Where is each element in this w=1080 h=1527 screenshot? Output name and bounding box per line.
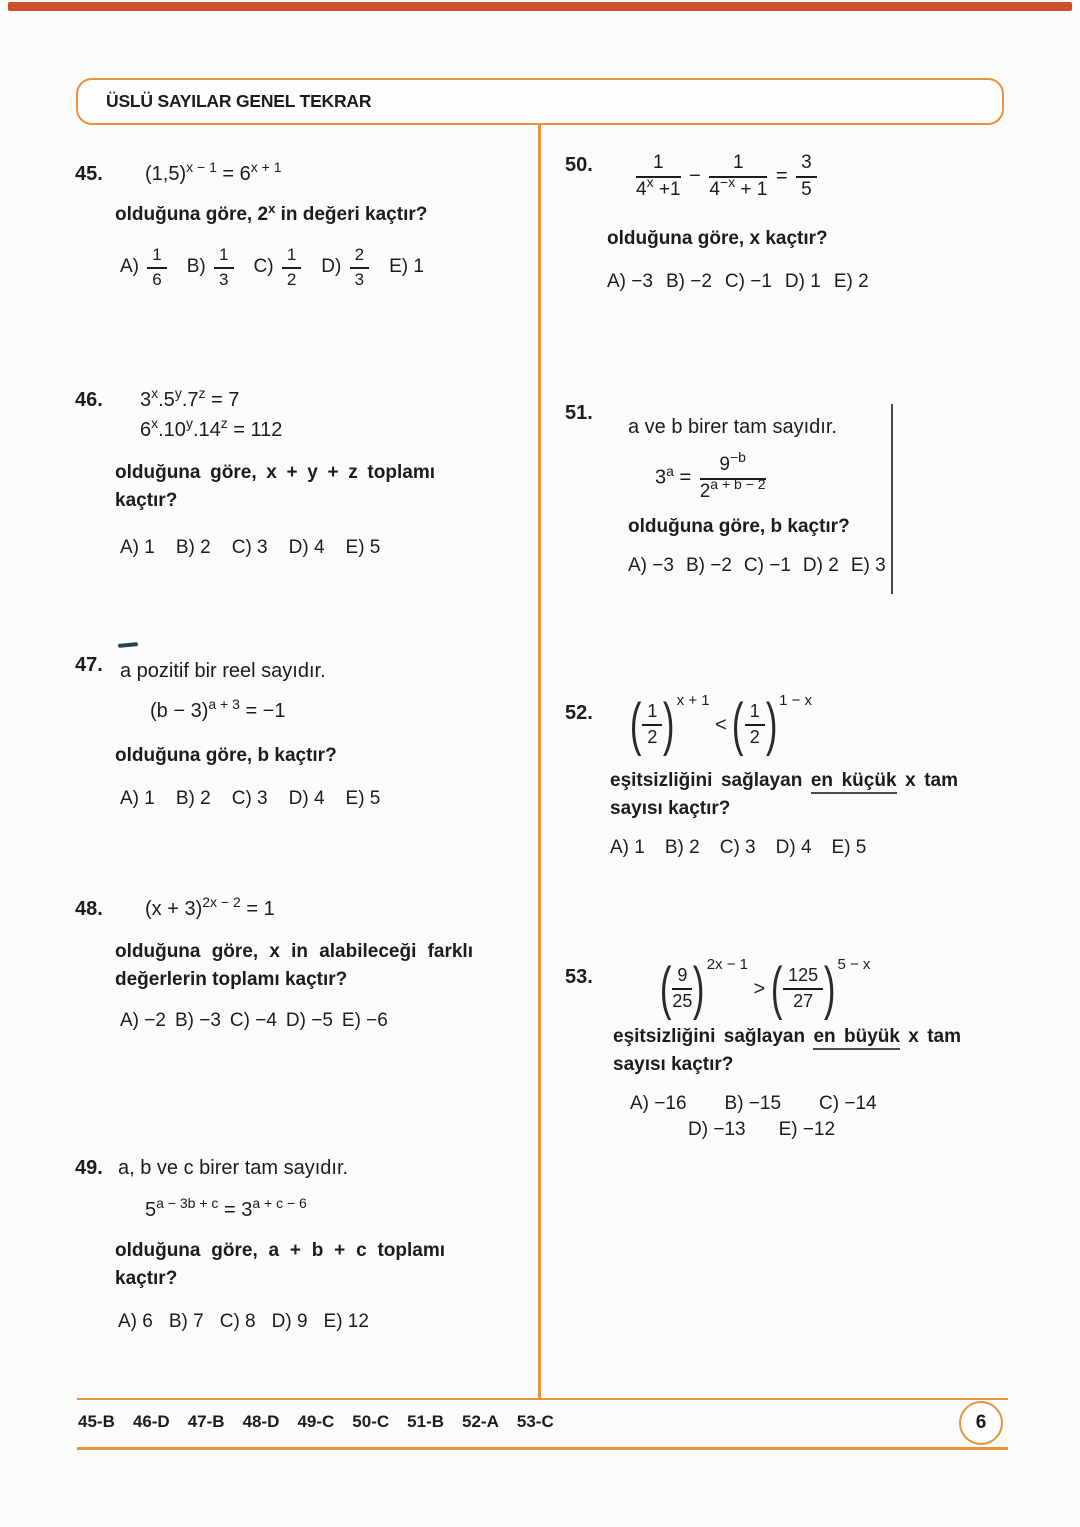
answer-option: D) 4 — [288, 788, 325, 809]
answer-key-item: 51-B — [407, 1412, 445, 1431]
answer-option: C) 3 — [231, 788, 268, 809]
question-number: 49. — [75, 1157, 103, 1179]
answer-option: D) 9 — [271, 1311, 308, 1332]
question-number: 51. — [565, 402, 593, 424]
answer-option: D) $\frac{2}{3}$ — [321, 245, 372, 289]
question-46-formula-2: $6^x.10^y.14^z = 112$ — [140, 415, 283, 441]
answer-key-item: 45-B — [78, 1412, 115, 1431]
answer-option: B) −3 — [174, 1010, 221, 1031]
question-46 — [75, 387, 535, 559]
question-52-options — [610, 837, 1015, 859]
answer-option: E) 5 — [345, 537, 381, 558]
question-51-prompt: olduğuna göre, b kaçtır? — [628, 515, 850, 537]
answer-key-item: 47-B — [187, 1412, 225, 1431]
answer-option: B) −2 — [665, 270, 712, 292]
question-52-prompt: eşitsizliğini sağlayan en küçük x tam sayısı kaçtır? — [610, 770, 958, 820]
answer-option: D) 4 — [775, 837, 812, 859]
answer-key-item: 46-D — [132, 1412, 170, 1431]
answer-option: C) −1 — [724, 270, 772, 292]
answer-option: B) −2 — [685, 554, 732, 576]
question-47-options — [120, 788, 535, 810]
question-53-formula: ( $\frac{9}{25}$ ) 2x − 1 > ( $\frac{125}{27}$ ) 5 − x — [659, 955, 871, 1021]
column-divider — [538, 125, 541, 1399]
answer-option: E) 2 — [833, 270, 869, 292]
section-header — [76, 78, 1004, 125]
page-number: 6 — [975, 1412, 987, 1433]
answer-key-item: 48-D — [242, 1412, 280, 1431]
question-51-options — [628, 555, 1015, 577]
question-50-prompt: olduğuna göre, x kaçtır? — [607, 227, 828, 249]
answer-option: A) 1 — [610, 837, 645, 859]
answer-option: A) −2 — [120, 1010, 166, 1031]
question-51 — [565, 400, 1015, 577]
question-number: 48. — [75, 898, 103, 920]
question-number: 45. — [75, 163, 103, 185]
answer-key — [78, 1412, 554, 1432]
answer-option: A) $\frac{1}{6}$ — [120, 245, 170, 289]
answer-option: A) 6 — [118, 1311, 153, 1332]
question-49-intro: a, b ve c birer tam sayıdır. — [118, 1157, 349, 1179]
question-49-formula: $5^{a - 3b + c} = 3^{a + c - 6}$ — [145, 1195, 307, 1221]
question-48-options — [120, 1010, 535, 1032]
question-number: 50. — [565, 154, 593, 176]
page-number-badge — [959, 1401, 1003, 1445]
answer-option: B) 2 — [175, 537, 211, 558]
question-number: 46. — [75, 389, 103, 411]
question-53 — [565, 955, 1015, 1141]
answer-option: E) 5 — [831, 837, 867, 859]
question-49-prompt: olduğuna göre, a + b + c toplamı kaçtır? — [115, 1240, 445, 1289]
question-number: 52. — [565, 702, 593, 724]
answer-option: D) −5 — [285, 1010, 333, 1031]
answer-option: E) −6 — [341, 1010, 388, 1031]
question-53-prompt: eşitsizliğini sağlayan en büyük x tam sayısı kaçtır? — [613, 1026, 962, 1076]
question-number: 53. — [565, 966, 593, 988]
question-52-formula: ( $\frac{1}{2}$ ) x + 1 < ( $\frac{1}{2}$ ) 1 − x — [629, 691, 813, 757]
answer-option: C) −1 — [743, 554, 791, 576]
question-52 — [565, 691, 1015, 859]
answer-option: A) −3 — [628, 554, 674, 576]
answer-option: B) 2 — [175, 788, 211, 809]
question-51-formula: $3^a$ = $\frac{9^{-b}}{2^{a + b - 2}}$ — [655, 449, 766, 502]
question-47-formula: $(b - 3)^{a + 3} = -1$ — [150, 696, 286, 722]
question-45 — [75, 161, 535, 289]
scan-artifact-mark — [118, 642, 138, 648]
answer-option: B) −15 — [724, 1093, 782, 1115]
answer-option: B) 7 — [168, 1311, 204, 1332]
page-title: ÜSLÜ SAYILAR GENEL TEKRAR — [106, 91, 372, 111]
answer-option: D) 4 — [288, 537, 325, 558]
top-accent-bar — [8, 2, 1072, 11]
footer-rule-bottom — [77, 1447, 1008, 1450]
answer-option: D) 1 — [784, 270, 821, 292]
answer-option: E) −12 — [778, 1119, 836, 1141]
question-45-prompt: olduğuna göre, 2$^x$ in değeri kaçtır? — [115, 201, 428, 225]
answer-option: D) 2 — [802, 554, 839, 576]
question-49-options — [118, 1311, 535, 1333]
question-49 — [75, 1155, 535, 1333]
answer-key-item: 52-A — [462, 1412, 499, 1431]
question-46-prompt: olduğuna göre, x + y + z toplamı kaçtır? — [115, 462, 435, 511]
question-46-options — [120, 537, 535, 559]
answer-key-item: 50-C — [352, 1412, 390, 1431]
question-47-intro: a pozitif bir reel sayıdır. — [120, 660, 326, 682]
question-45-options — [120, 245, 535, 289]
answer-option: C) $\frac{1}{2}$ — [254, 245, 305, 289]
question-53-options-row-2 — [688, 1119, 1015, 1141]
answer-key-item: 53-C — [516, 1412, 554, 1431]
question-48 — [75, 896, 535, 1032]
answer-option: B) 2 — [664, 837, 700, 859]
answer-key-item: 49-C — [297, 1412, 335, 1431]
question-48-formula: $(x + 3)^{2x - 2} = 1$ — [145, 894, 275, 920]
answer-option: A) 1 — [120, 788, 155, 809]
question-48-prompt: olduğuna göre, x in alabileceği farklı değerlerin toplamı kaçtır? — [115, 941, 473, 990]
answer-option: C) 3 — [719, 837, 756, 859]
question-47-prompt: olduğuna göre, b kaçtır? — [115, 745, 337, 766]
question-51-intro: a ve b birer tam sayıdır. — [628, 416, 837, 438]
question-46-formula-1: $3^x.5^y.7^z = 7$ — [140, 385, 240, 411]
question-47 — [75, 652, 535, 810]
answer-option: A) −16 — [630, 1093, 687, 1115]
answer-option: B) $\frac{1}{3}$ — [187, 245, 237, 289]
answer-option: E) 5 — [345, 788, 381, 809]
question-45-formula: $(1,5)^{x - 1} = 6^{x + 1}$ — [145, 159, 282, 185]
footer-rule-top — [77, 1398, 1008, 1400]
answer-option: C) −14 — [819, 1093, 877, 1115]
answer-option: D) −13 — [688, 1119, 746, 1141]
answer-option: E) 3 — [850, 554, 886, 576]
question-50-formula: $\frac{1}{4^x +1}$ − $\frac{1}{4^{-x} + 1}$ = $\frac{3}{5}$ — [633, 152, 1015, 201]
answer-option: E) 1 — [389, 256, 424, 278]
answer-option: E) 12 — [323, 1311, 369, 1332]
question-50 — [565, 152, 1015, 293]
question-50-options — [607, 271, 1015, 293]
answer-option: C) 3 — [231, 537, 268, 558]
question-number: 47. — [75, 654, 103, 676]
answer-option: A) 1 — [120, 537, 155, 558]
answer-option: C) 8 — [219, 1311, 256, 1332]
answer-option: C) −4 — [229, 1010, 277, 1031]
question-53-options-row-1 — [630, 1093, 1015, 1115]
answer-option: A) −3 — [607, 270, 653, 292]
